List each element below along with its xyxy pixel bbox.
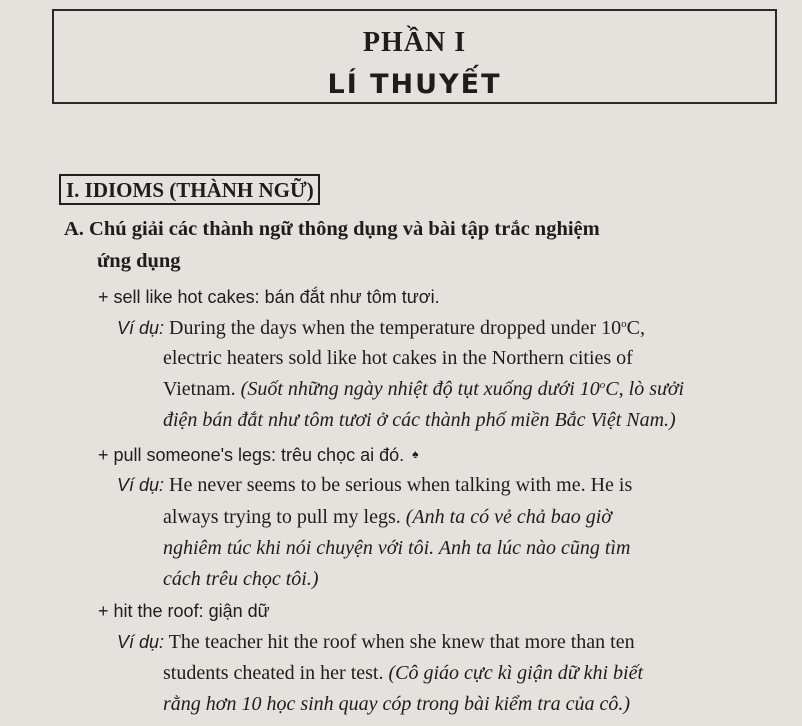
example-1-vietnamese: (Suốt những ngày nhiệt độ tụt xuống dưới 10$^o$C, lò sưởi (240, 378, 685, 400)
example-1-english: During the days when the temperature dropped under 10$^o$C, (169, 317, 645, 339)
example-1-line1 (117, 313, 645, 343)
subsection-heading-line2: ứng dụng (97, 250, 181, 272)
example-label: Ví dụ: (117, 318, 165, 338)
example-1-line4: điện bán đắt như tôm tươi ở các thành phố miền Bắc Việt Nam.) (163, 409, 676, 431)
idiom-pull-someones-legs: + pull someone's legs: trêu chọc ai đó. ♠ (98, 445, 419, 465)
example-2-line4: cách trêu chọc tôi.) (163, 568, 319, 590)
part-number: PHẦN I (362, 27, 467, 58)
part-title-box (52, 9, 777, 104)
example-3-line1: Ví dụ: The teacher hit the roof when she knew that more than ten (117, 631, 635, 653)
example-label: Ví dụ: (117, 475, 165, 495)
idiom-sell-like-hot-cakes: + sell like hot cakes: bán đắt như tôm tươi. (98, 287, 440, 307)
example-2-line2: always trying to pull my legs. (Anh ta có vẻ chả bao giờ (163, 506, 612, 528)
stray-mark-icon: ♠ (412, 447, 419, 461)
section-heading: I. IDIOMS (THÀNH NGỮ) (59, 174, 320, 205)
part-title: LÍ THUYẾT (327, 69, 502, 100)
subsection-heading-line1: A. Chú giải các thành ngữ thông dụng và bài tập trắc nghiệm (64, 218, 600, 240)
example-1-line3: Vietnam. (Suốt những ngày nhiệt độ tụt xuống dưới 10$^o$C, lò sưởi (163, 378, 685, 400)
example-2-line1: Ví dụ: He never seems to be serious when talking with me. He is (117, 474, 633, 496)
idiom-hit-the-roof: + hit the roof: giận dữ (98, 601, 270, 621)
example-label: Ví dụ: (117, 632, 165, 652)
example-3-line2: students cheated in her test. (Cô giáo cực kì giận dữ khi biết (163, 662, 644, 684)
example-3-line3: rằng hơn 10 học sinh quay cóp trong bài kiểm tra của cô.) (163, 693, 631, 715)
example-1-line2: electric heaters sold like hot cakes in the Northern cities of (163, 347, 633, 369)
example-2-line3: nghiêm túc khi nói chuyện với tôi. Anh ta lúc nào cũng tìm (163, 537, 631, 559)
